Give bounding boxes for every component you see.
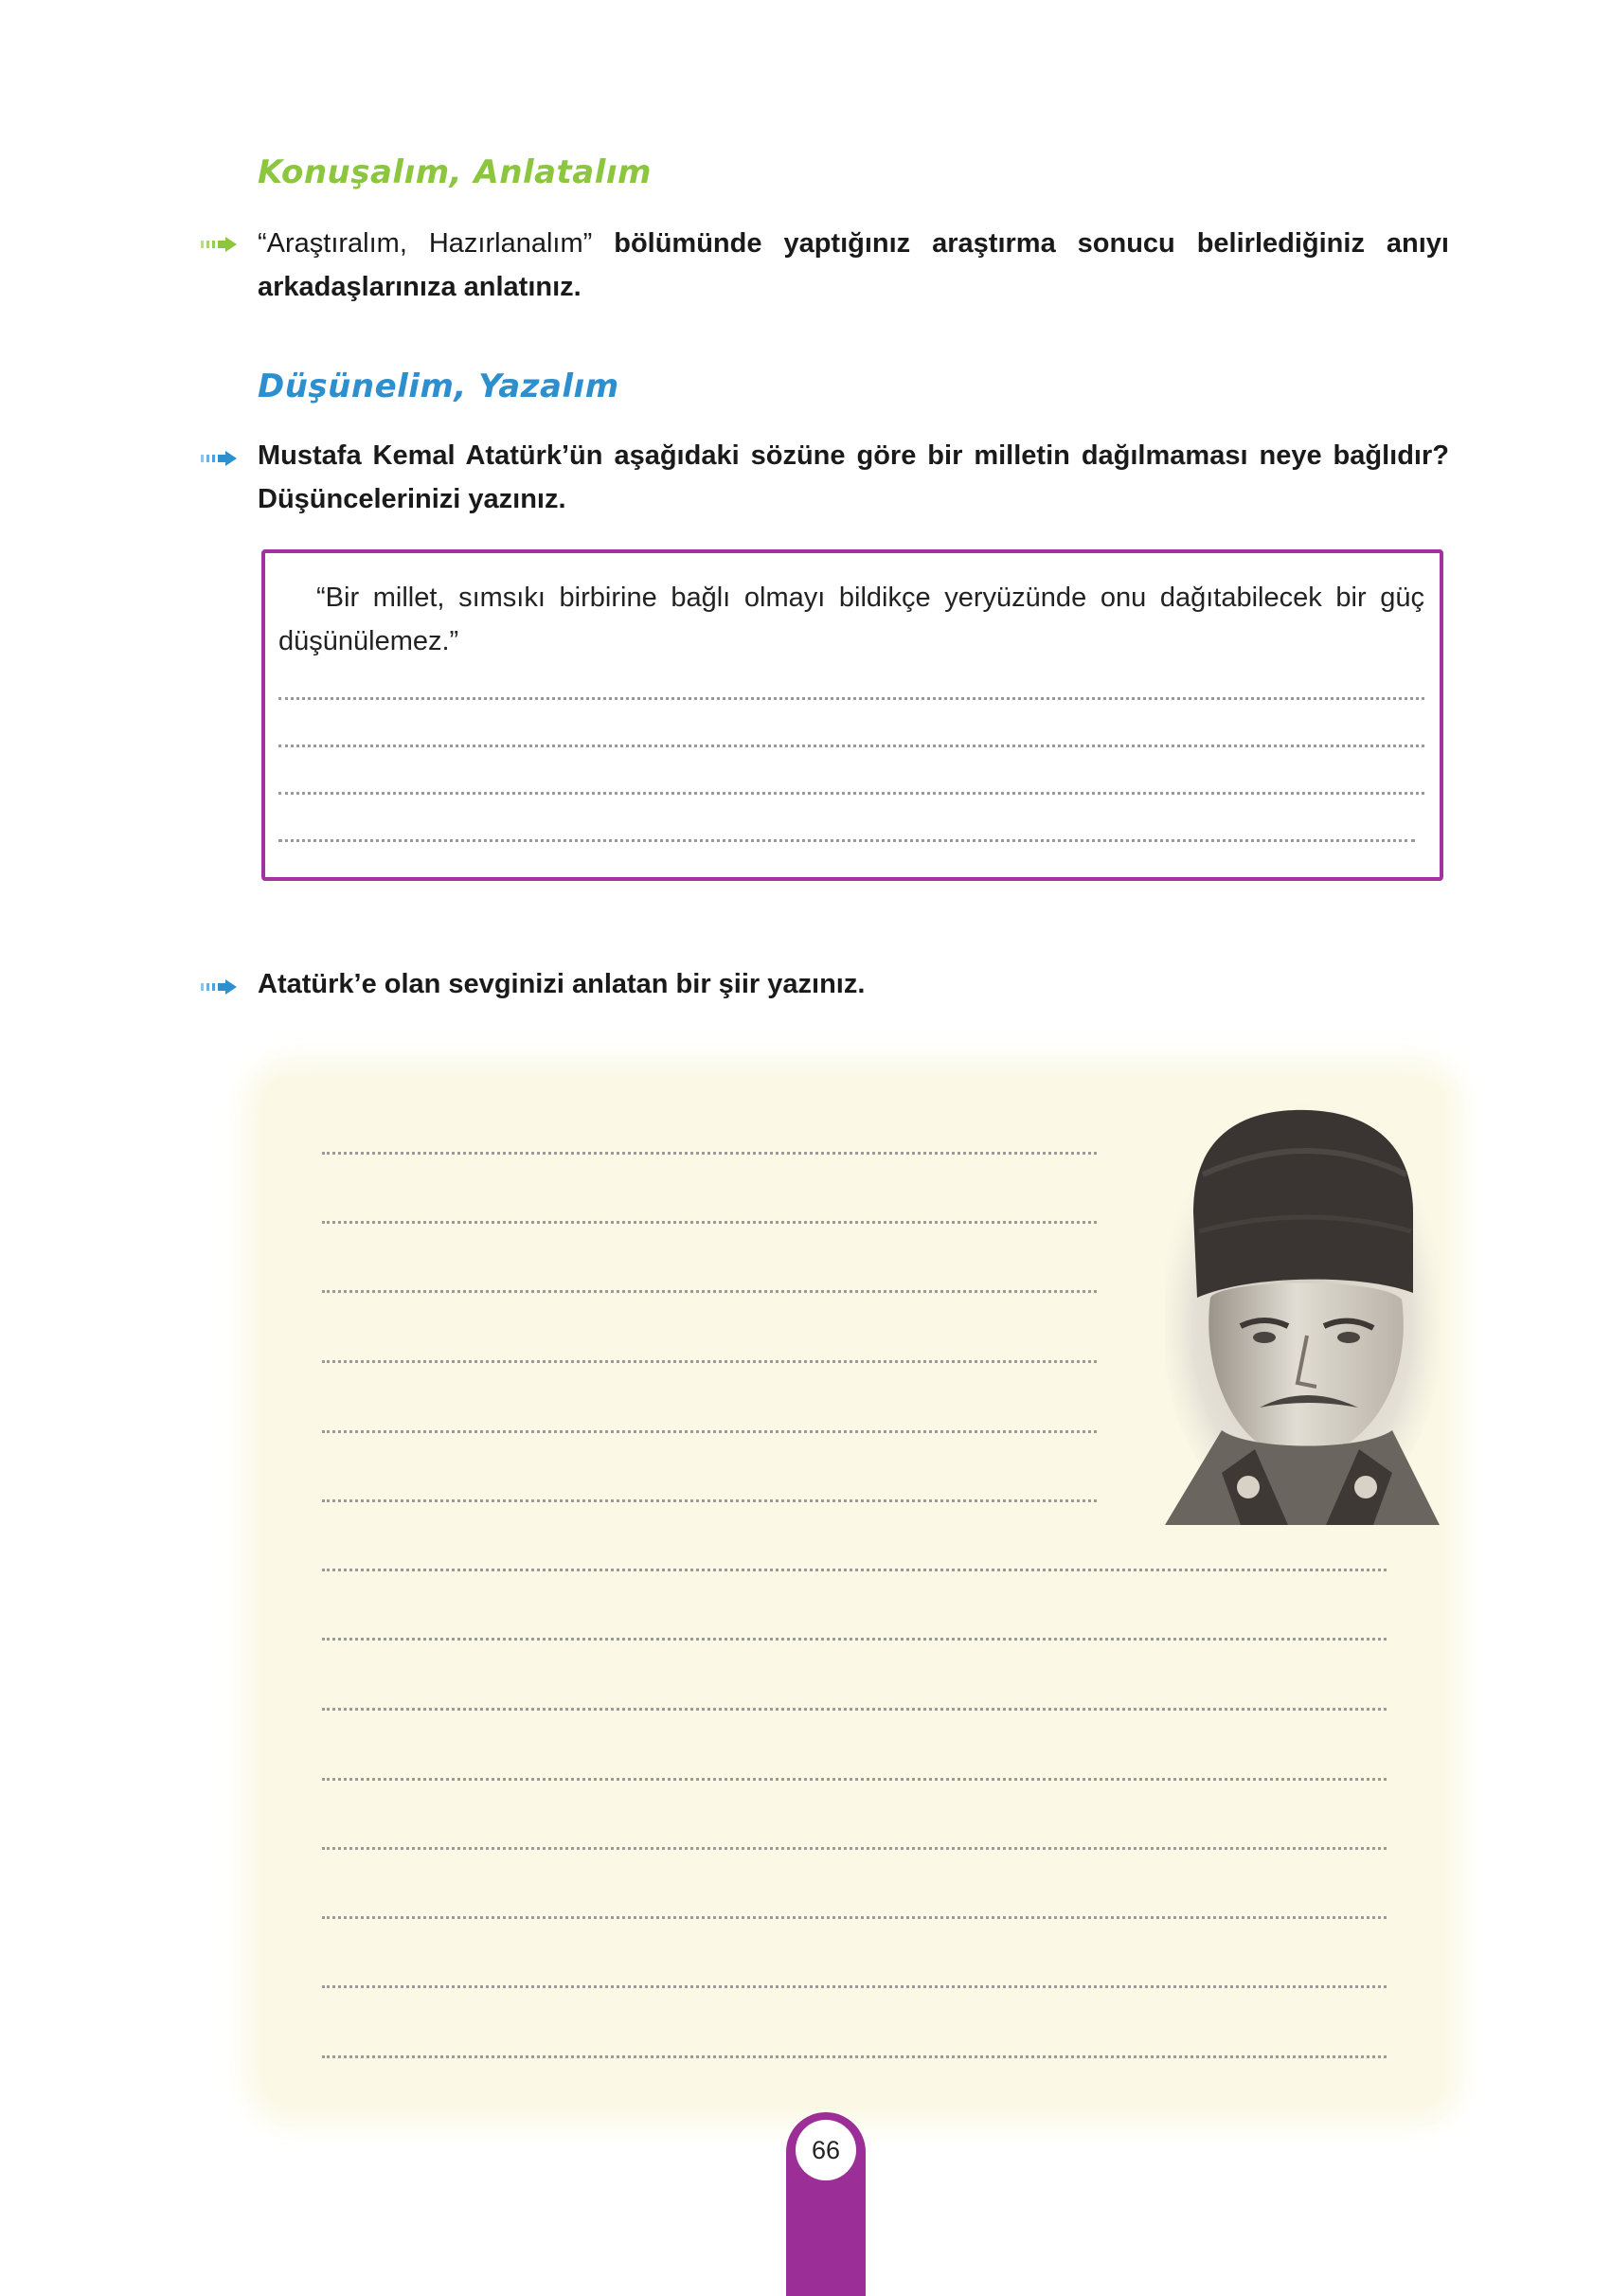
poem-line[interactable] xyxy=(322,1778,1387,1781)
answer-line[interactable] xyxy=(278,839,1415,842)
page-number: 66 xyxy=(796,2120,856,2180)
poem-line[interactable] xyxy=(322,2055,1387,2058)
quoted-section-name: “Araştıralım, Hazırlanalım” xyxy=(258,228,593,259)
section-heading-konusalim: Konuşalım, Anlatalım xyxy=(258,153,652,191)
instruction-anlatiniz xyxy=(258,222,1449,309)
answer-line[interactable] xyxy=(278,792,1424,795)
poem-line[interactable] xyxy=(322,1916,1387,1919)
ataturk-portrait xyxy=(1165,1099,1440,1525)
arrow-right-icon xyxy=(201,979,239,995)
arrow-right-icon xyxy=(201,451,239,466)
answer-line[interactable] xyxy=(278,697,1424,700)
ataturk-quote: “Bir millet, sımsıkı birbirine bağlı olmayı bildikçe yeryüzünde onu dağıtabilecek bir güç düşünülemez.” xyxy=(278,583,1424,656)
answer-line[interactable] xyxy=(278,744,1424,747)
poem-line[interactable] xyxy=(322,1360,1097,1363)
poem-line[interactable] xyxy=(322,1638,1387,1641)
poem-line[interactable] xyxy=(322,1221,1097,1224)
poem-line[interactable] xyxy=(322,1499,1097,1502)
section-heading-dusunelim: Düşünelim, Yazalım xyxy=(258,368,619,405)
arrow-right-icon xyxy=(201,237,239,252)
poem-line[interactable] xyxy=(322,1847,1387,1850)
quote-answer-box xyxy=(261,549,1443,881)
poem-line[interactable] xyxy=(322,1708,1387,1711)
poem-line[interactable] xyxy=(322,1152,1097,1155)
instruction-bold-text: bölümünde yaptığınız araştırma sonucu belirlediğiniz anıyı arkadaşlarınıza anlatınız. xyxy=(258,228,1449,302)
poem-line[interactable] xyxy=(322,1985,1387,1988)
poem-line[interactable] xyxy=(322,1430,1097,1433)
poem-line[interactable] xyxy=(322,1569,1387,1571)
poem-instruction: Atatürk’e olan sevginizi anlatan bir şiir yazınız. xyxy=(258,969,866,999)
question-text: Mustafa Kemal Atatürk’ün aşağıdaki sözüne göre bir milletin dağılmaması neye bağlıdır? Düşüncelerinizi yazınız. xyxy=(258,440,1449,514)
poem-line[interactable] xyxy=(322,1290,1097,1293)
